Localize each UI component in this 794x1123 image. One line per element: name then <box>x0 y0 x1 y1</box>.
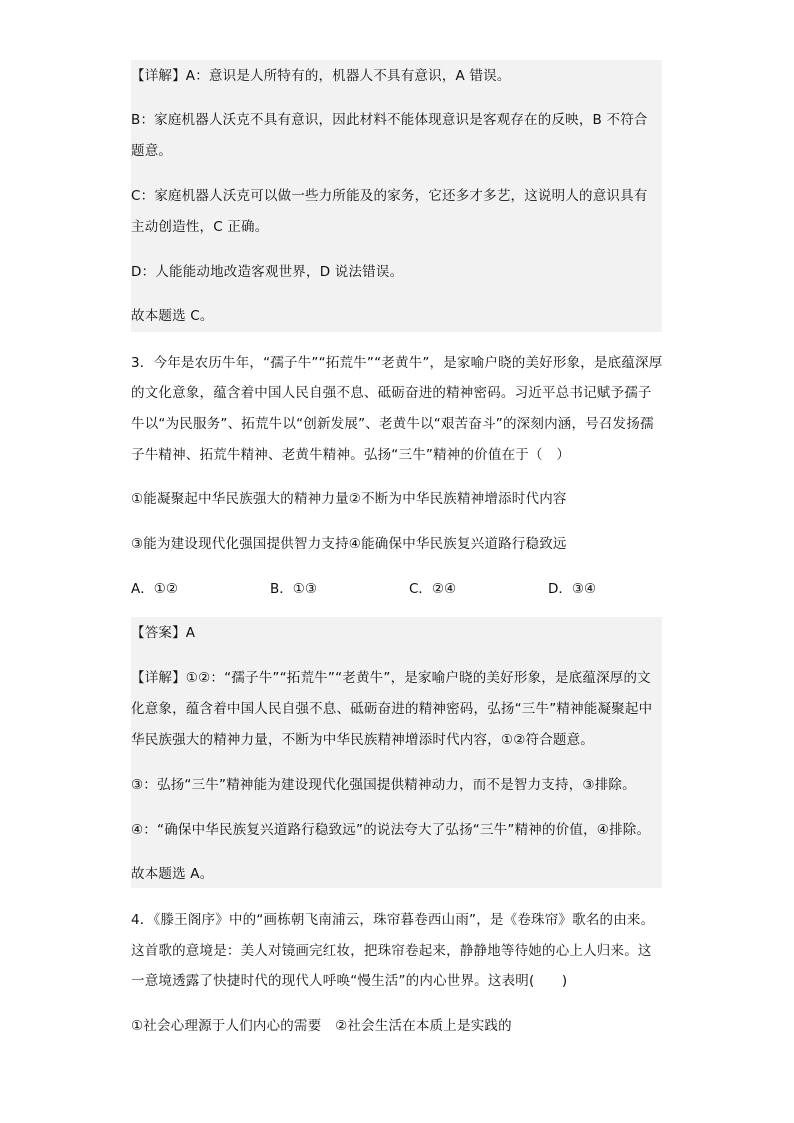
explanation-1-b-line1: B：家庭机器人沃克不具有意识，因此材料不能体现意识是客观存在的反映，B 不符合 <box>131 112 648 128</box>
question-3-line-1: 3．今年是农历牛年，“孺子牛”“拓荒牛”“老黄牛”，是家喻户晓的美好形象，是底蕴深厚 <box>131 355 663 371</box>
explanation-3-detail-1: 【详解】①②：“孺子牛”“拓荒牛”“老黄牛”，是家喻户晓的美好形象，是底蕴深厚的文 <box>131 670 651 686</box>
question-3-statements-1: ①能凝聚起中华民族强大的精神力量②不断为中华民族精神增添时代内容 <box>131 491 567 507</box>
question-3-line-4: 子牛精神、拓荒牛精神、老黄牛精神。弘扬“三牛”精神的价值在于（ ） <box>131 447 571 463</box>
explanation-1-c-line1: C：家庭机器人沃克可以做一些力所能及的家务，它还多才多艺，这说明人的意识具有 <box>131 188 648 204</box>
question-4-line-1: 4．《滕王阁序》中的“画栋朝飞南浦云，珠帘暮卷西山雨”，是《卷珠帘》歌名的由来。 <box>131 912 655 928</box>
question-3-line-3: 牛以“为民服务”、拓荒牛以“创新发展”、老黄牛以“艰苦奋斗”的深刻内涵，号召发扬孺 <box>131 416 654 432</box>
explanation-1-d: D：人能能动地改造客观世界，D 说法错误。 <box>131 264 404 280</box>
explanation-3-detail-2: 化意象，蕴含着中国人民自强不息、砥砺奋进的精神密码，弘扬“三牛”精神能凝聚起中 <box>131 701 653 717</box>
explanation-3-item-3: ③：弘扬“三牛”精神能为建设现代化强国提供精神动力，而不是智力支持，③排除。 <box>131 777 636 793</box>
question-3-option-a: A．①② <box>131 581 178 597</box>
explanation-block-3 <box>131 617 662 888</box>
question-3-option-d: D．③④ <box>548 581 597 597</box>
question-4-line-3: 一意境透露了快捷时代的现代人呼唤“慢生活”的内心世界。这表明( ) <box>131 973 568 989</box>
explanation-1-c-line2: 主动创造性，C 正确。 <box>131 219 269 235</box>
explanation-1-b-line2: 题意。 <box>131 143 173 159</box>
explanation-3-conclusion: 故本题选 A。 <box>131 866 214 882</box>
question-3-option-b: B．①③ <box>270 581 317 597</box>
explanation-3-item-4: ④：“确保中华民族复兴道路行稳致远”的说法夸大了弘扬“三牛”精神的价值，④排除。 <box>131 822 651 838</box>
question-3-line-2: 的文化意象，蕴含着中国人民自强不息、砥砺奋进的精神密码。习近平总书记赋予孺子 <box>131 385 652 401</box>
explanation-3-answer: 【答案】A <box>131 625 196 641</box>
explanation-1-a: 【详解】A：意识是人所特有的，机器人不具有意识，A 错误。 <box>131 68 511 84</box>
explanation-1-conclusion: 故本题选 C。 <box>131 308 214 324</box>
question-3-option-c: C．②④ <box>409 581 457 597</box>
question-4-line-2: 这首歌的意境是：美人对镜画完红妆，把珠帘卷起来，静静地等待她的心上人归来。这 <box>131 943 652 959</box>
question-3-statements-2: ③能为建设现代化强国提供智力支持④能确保中华民族复兴道路行稳致远 <box>131 536 567 552</box>
explanation-3-detail-3: 华民族强大的精神力量，不断为中华民族精神增添时代内容，①②符合题意。 <box>131 732 595 748</box>
question-4-statement: ①社会心理源于人们内心的需要 ②社会生活在本质上是实践的 <box>131 1018 512 1034</box>
